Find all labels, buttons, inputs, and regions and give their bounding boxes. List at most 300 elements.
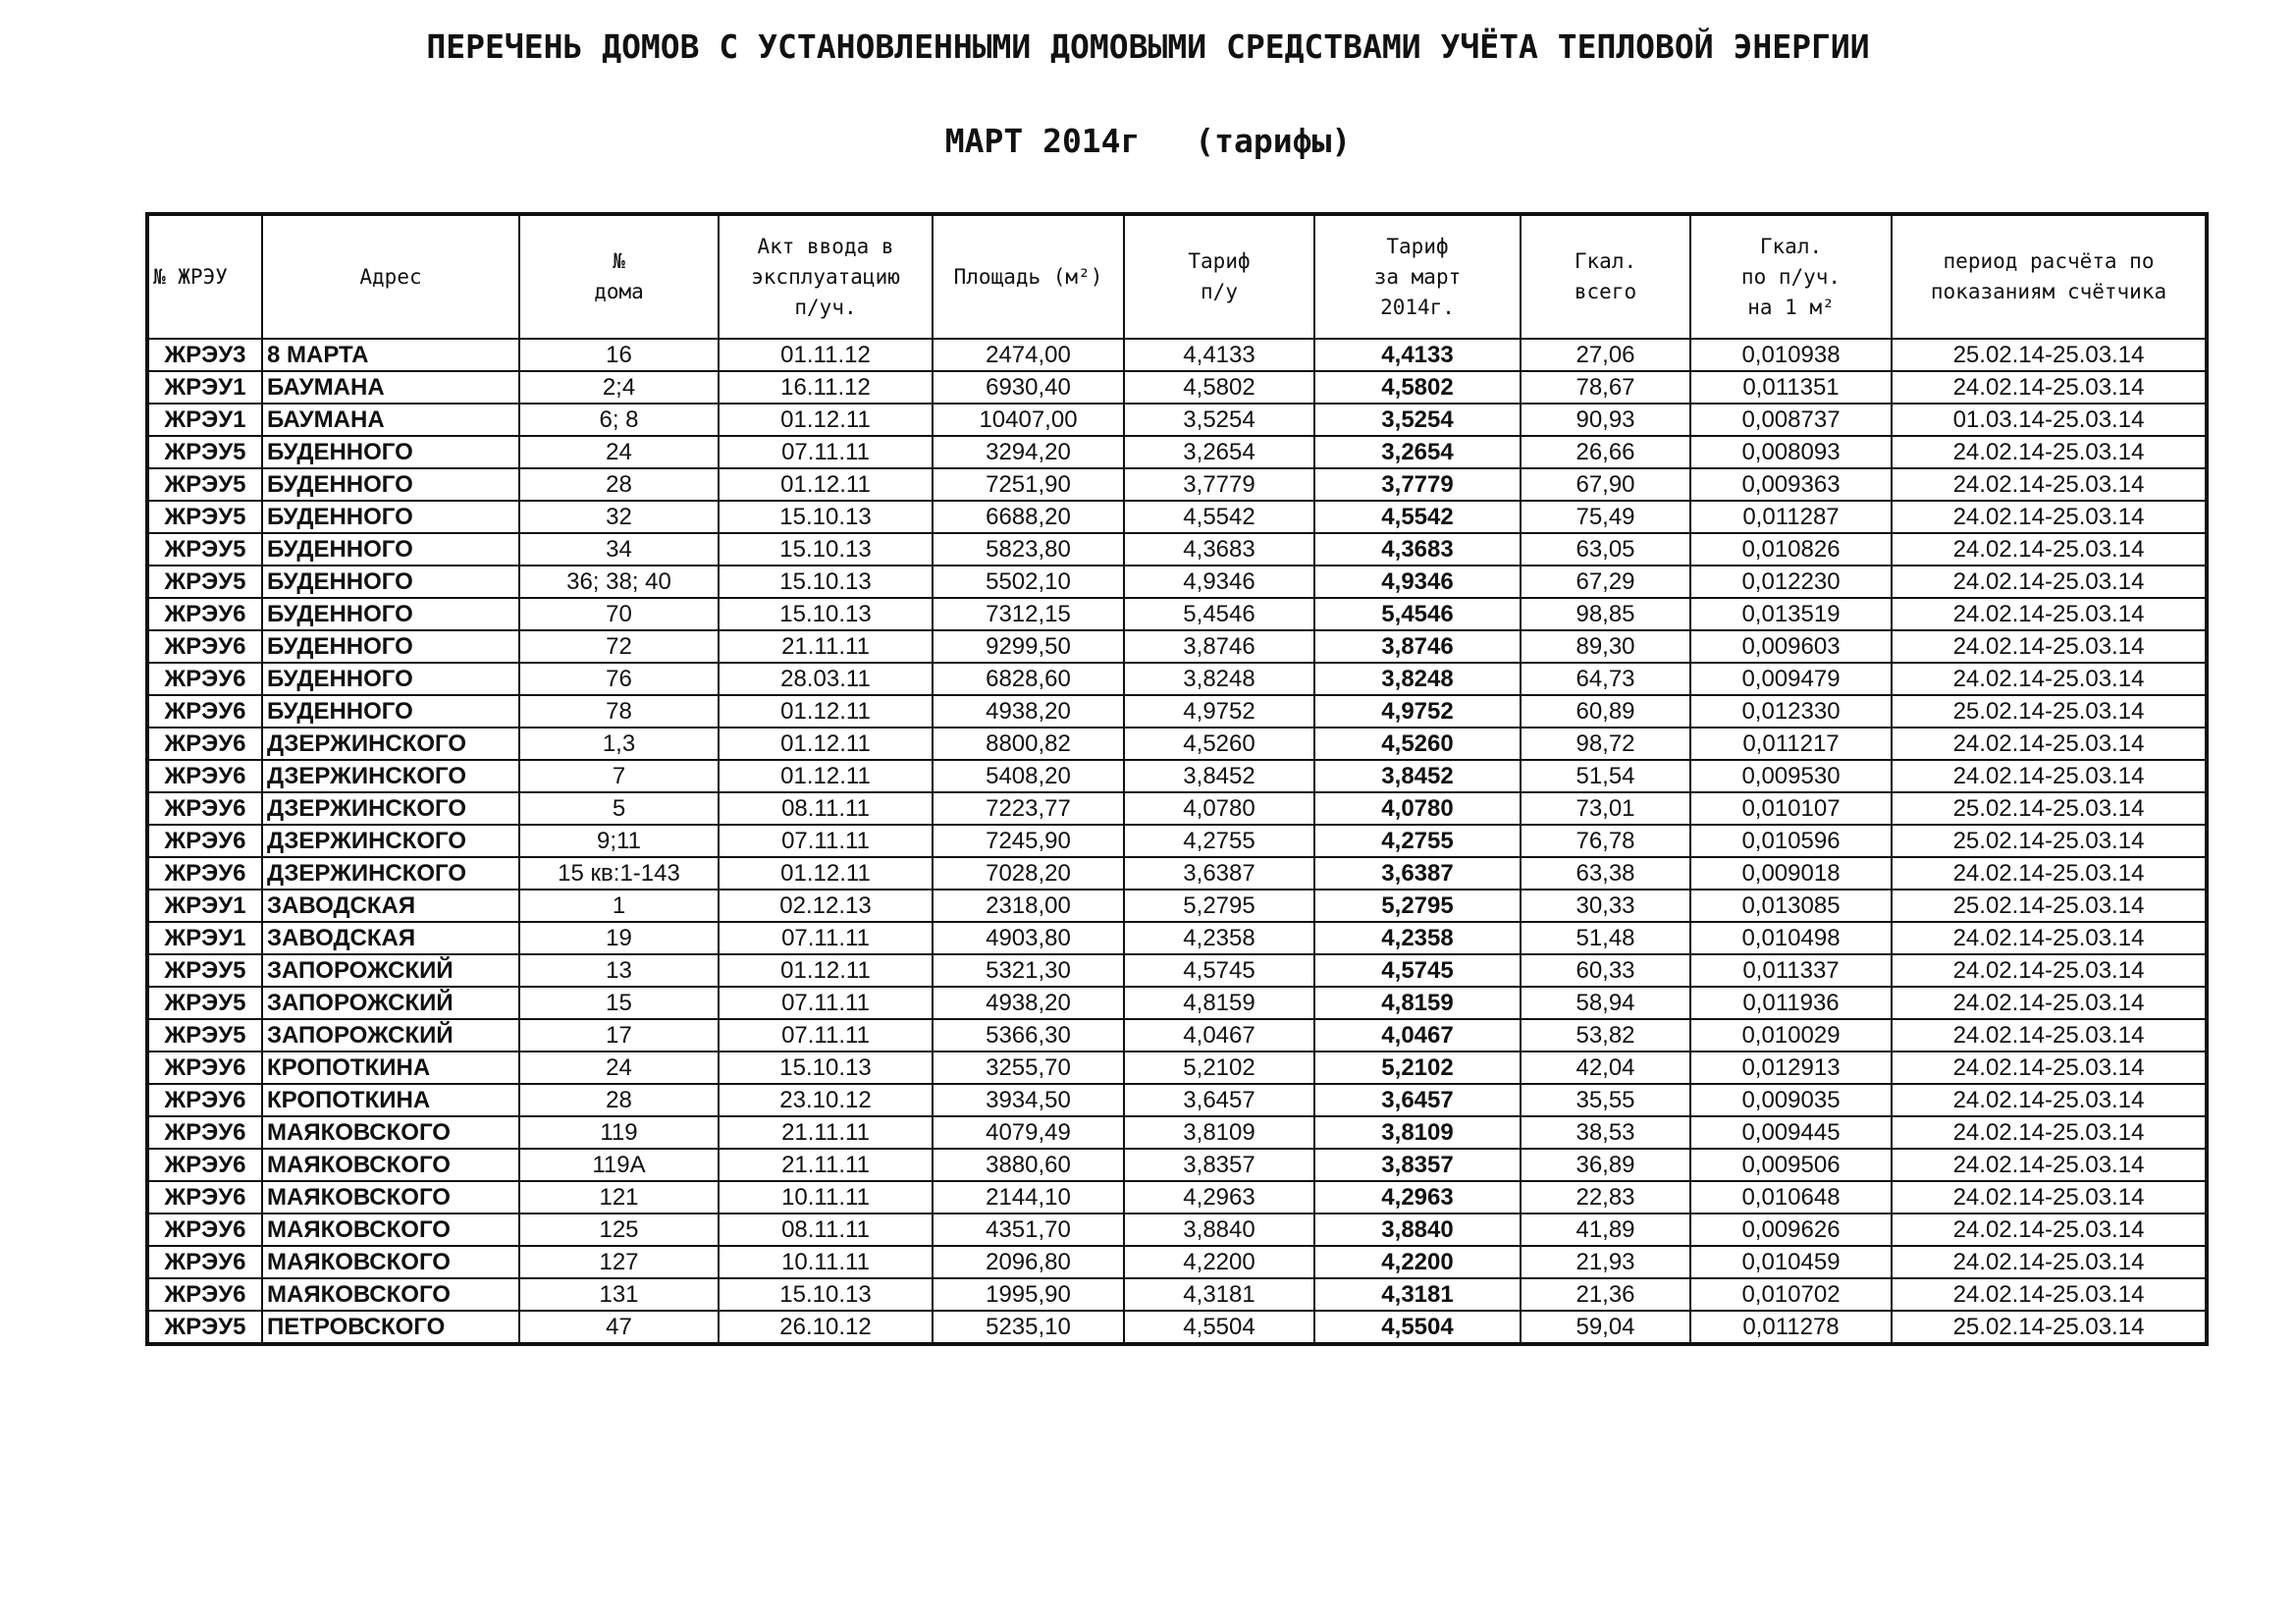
cell-address: БАУМАНА — [262, 371, 519, 404]
cell-area: 6828,60 — [933, 663, 1124, 695]
table-row — [147, 890, 2207, 922]
cell-area: 10407,00 — [933, 404, 1124, 436]
cell-tariff: 3,8840 — [1124, 1214, 1314, 1246]
cell-gcal-per-m2: 0,012230 — [1690, 566, 1892, 598]
cell-calc-period: 24.02.14-25.03.14 — [1892, 663, 2207, 695]
header-gcal-per-m2: Гкал. по п/уч. на 1 м² — [1690, 214, 1892, 339]
cell-area: 7251,90 — [933, 468, 1124, 501]
cell-tariff: 3,8357 — [1124, 1149, 1314, 1181]
cell-tariff-march: 4,5260 — [1314, 728, 1521, 760]
cell-tariff: 3,8248 — [1124, 663, 1314, 695]
cell-house: 119А — [519, 1149, 719, 1181]
cell-gcal-per-m2: 0,011278 — [1690, 1311, 1892, 1344]
cell-address: МАЯКОВСКОГО — [262, 1278, 519, 1311]
cell-act-date: 15.10.13 — [719, 501, 933, 533]
cell-calc-period: 25.02.14-25.03.14 — [1892, 890, 2207, 922]
cell-house: 1,3 — [519, 728, 719, 760]
table-row — [147, 1246, 2207, 1278]
cell-gcal-per-m2: 0,008737 — [1690, 404, 1892, 436]
cell-gcal-total: 78,67 — [1521, 371, 1690, 404]
cell-address: ЗАПОРОЖСКИЙ — [262, 1019, 519, 1052]
table-row — [147, 371, 2207, 404]
cell-house: 70 — [519, 598, 719, 630]
cell-zhreu: ЖРЭУ6 — [147, 857, 262, 890]
cell-tariff: 4,3181 — [1124, 1278, 1314, 1311]
cell-gcal-per-m2: 0,011351 — [1690, 371, 1892, 404]
cell-act-date: 01.12.11 — [719, 468, 933, 501]
cell-tariff-march: 3,7779 — [1314, 468, 1521, 501]
cell-act-date: 01.12.11 — [719, 954, 933, 987]
table-row — [147, 533, 2207, 566]
cell-gcal-total: 67,90 — [1521, 468, 1690, 501]
cell-zhreu: ЖРЭУ5 — [147, 436, 262, 468]
cell-calc-period: 24.02.14-25.03.14 — [1892, 1116, 2207, 1149]
cell-area: 4079,49 — [933, 1116, 1124, 1149]
cell-address: ЗАВОДСКАЯ — [262, 890, 519, 922]
cell-act-date: 02.12.13 — [719, 890, 933, 922]
cell-address: ЗАПОРОЖСКИЙ — [262, 987, 519, 1019]
cell-gcal-per-m2: 0,008093 — [1690, 436, 1892, 468]
header-commissioning-act: Акт ввода в эксплуатацию п/уч. — [719, 214, 933, 339]
cell-zhreu: ЖРЭУ5 — [147, 533, 262, 566]
table-row — [147, 566, 2207, 598]
table-row — [147, 1311, 2207, 1344]
cell-house: 9;11 — [519, 825, 719, 857]
table-row — [147, 1181, 2207, 1214]
cell-address: БУДЕННОГО — [262, 566, 519, 598]
cell-zhreu: ЖРЭУ5 — [147, 501, 262, 533]
cell-tariff: 4,9346 — [1124, 566, 1314, 598]
cell-house: 131 — [519, 1278, 719, 1311]
cell-gcal-per-m2: 0,010107 — [1690, 792, 1892, 825]
cell-house: 72 — [519, 630, 719, 663]
cell-area: 3294,20 — [933, 436, 1124, 468]
cell-house: 7 — [519, 760, 719, 792]
cell-area: 8800,82 — [933, 728, 1124, 760]
cell-tariff-march: 3,8746 — [1314, 630, 1521, 663]
cell-gcal-total: 89,30 — [1521, 630, 1690, 663]
table-row — [147, 468, 2207, 501]
cell-gcal-total: 21,36 — [1521, 1278, 1690, 1311]
cell-area: 5502,10 — [933, 566, 1124, 598]
cell-gcal-per-m2: 0,011936 — [1690, 987, 1892, 1019]
cell-calc-period: 25.02.14-25.03.14 — [1892, 339, 2207, 371]
cell-gcal-per-m2: 0,013085 — [1690, 890, 1892, 922]
cell-tariff: 4,5504 — [1124, 1311, 1314, 1344]
table-row — [147, 598, 2207, 630]
cell-tariff: 3,6387 — [1124, 857, 1314, 890]
cell-zhreu: ЖРЭУ1 — [147, 922, 262, 954]
cell-tariff: 4,4133 — [1124, 339, 1314, 371]
cell-calc-period: 24.02.14-25.03.14 — [1892, 501, 2207, 533]
cell-tariff: 4,5260 — [1124, 728, 1314, 760]
cell-tariff-march: 4,3181 — [1314, 1278, 1521, 1311]
cell-area: 5321,30 — [933, 954, 1124, 987]
cell-address: БУДЕННОГО — [262, 468, 519, 501]
cell-calc-period: 24.02.14-25.03.14 — [1892, 954, 2207, 987]
cell-gcal-per-m2: 0,010029 — [1690, 1019, 1892, 1052]
cell-zhreu: ЖРЭУ6 — [147, 792, 262, 825]
cell-tariff-march: 4,2755 — [1314, 825, 1521, 857]
cell-act-date: 15.10.13 — [719, 598, 933, 630]
table-row — [147, 857, 2207, 890]
cell-zhreu: ЖРЭУ6 — [147, 630, 262, 663]
cell-act-date: 07.11.11 — [719, 436, 933, 468]
header-address: Адрес — [262, 214, 519, 339]
header-area: Площадь (м²) — [933, 214, 1124, 339]
table-row — [147, 436, 2207, 468]
cell-calc-period: 24.02.14-25.03.14 — [1892, 1084, 2207, 1116]
cell-area: 4351,70 — [933, 1214, 1124, 1246]
header-calc-period: период расчёта по показаниям счётчика — [1892, 214, 2207, 339]
cell-address: КРОПОТКИНА — [262, 1084, 519, 1116]
cell-tariff-march: 4,5745 — [1314, 954, 1521, 987]
header-zhreu: № ЖРЭУ — [147, 214, 262, 339]
cell-calc-period: 24.02.14-25.03.14 — [1892, 533, 2207, 566]
cell-act-date: 07.11.11 — [719, 987, 933, 1019]
cell-tariff-march: 4,9346 — [1314, 566, 1521, 598]
cell-address: ДЗЕРЖИНСКОГО — [262, 825, 519, 857]
cell-area: 2474,00 — [933, 339, 1124, 371]
cell-area: 7223,77 — [933, 792, 1124, 825]
cell-address: БУДЕННОГО — [262, 695, 519, 728]
cell-calc-period: 24.02.14-25.03.14 — [1892, 436, 2207, 468]
cell-gcal-per-m2: 0,010596 — [1690, 825, 1892, 857]
cell-tariff: 3,6457 — [1124, 1084, 1314, 1116]
cell-gcal-per-m2: 0,010498 — [1690, 922, 1892, 954]
cell-zhreu: ЖРЭУ6 — [147, 1246, 262, 1278]
cell-gcal-total: 73,01 — [1521, 792, 1690, 825]
cell-tariff-march: 4,5504 — [1314, 1311, 1521, 1344]
cell-tariff: 4,5802 — [1124, 371, 1314, 404]
cell-tariff-march: 4,2358 — [1314, 922, 1521, 954]
cell-house: 15 — [519, 987, 719, 1019]
header-house-number: № дома — [519, 214, 719, 339]
cell-tariff-march: 3,2654 — [1314, 436, 1521, 468]
cell-calc-period: 24.02.14-25.03.14 — [1892, 1052, 2207, 1084]
cell-address: ДЗЕРЖИНСКОГО — [262, 760, 519, 792]
cell-gcal-total: 22,83 — [1521, 1181, 1690, 1214]
cell-act-date: 15.10.13 — [719, 1052, 933, 1084]
cell-calc-period: 24.02.14-25.03.14 — [1892, 1214, 2207, 1246]
cell-tariff: 4,2358 — [1124, 922, 1314, 954]
cell-act-date: 01.12.11 — [719, 404, 933, 436]
cell-calc-period: 24.02.14-25.03.14 — [1892, 922, 2207, 954]
cell-house: 2;4 — [519, 371, 719, 404]
cell-gcal-total: 26,66 — [1521, 436, 1690, 468]
cell-tariff: 4,8159 — [1124, 987, 1314, 1019]
cell-calc-period: 24.02.14-25.03.14 — [1892, 1149, 2207, 1181]
cell-address: БУДЕННОГО — [262, 630, 519, 663]
table-row — [147, 1214, 2207, 1246]
table-row — [147, 663, 2207, 695]
cell-house: 125 — [519, 1214, 719, 1246]
cell-area: 5235,10 — [933, 1311, 1124, 1344]
cell-tariff: 4,2755 — [1124, 825, 1314, 857]
cell-house: 5 — [519, 792, 719, 825]
cell-address: БУДЕННОГО — [262, 501, 519, 533]
cell-gcal-total: 64,73 — [1521, 663, 1690, 695]
table-row — [147, 404, 2207, 436]
cell-tariff-march: 4,2963 — [1314, 1181, 1521, 1214]
cell-act-date: 08.11.11 — [719, 792, 933, 825]
cell-tariff-march: 4,2200 — [1314, 1246, 1521, 1278]
report-month: МАРТ 2014г — [944, 122, 1141, 160]
cell-zhreu: ЖРЭУ6 — [147, 760, 262, 792]
cell-house: 19 — [519, 922, 719, 954]
cell-house: 15 кв:1-143 — [519, 857, 719, 890]
cell-tariff-march: 4,4133 — [1314, 339, 1521, 371]
cell-house: 47 — [519, 1311, 719, 1344]
table-row — [147, 728, 2207, 760]
cell-tariff-march: 4,9752 — [1314, 695, 1521, 728]
cell-tariff: 4,5542 — [1124, 501, 1314, 533]
cell-act-date: 08.11.11 — [719, 1214, 933, 1246]
cell-tariff: 3,2654 — [1124, 436, 1314, 468]
cell-house: 34 — [519, 533, 719, 566]
table-row — [147, 630, 2207, 663]
cell-gcal-per-m2: 0,011287 — [1690, 501, 1892, 533]
cell-tariff-march: 3,8840 — [1314, 1214, 1521, 1246]
cell-zhreu: ЖРЭУ5 — [147, 1311, 262, 1344]
cell-tariff: 3,8109 — [1124, 1116, 1314, 1149]
cell-act-date: 26.10.12 — [719, 1311, 933, 1344]
cell-act-date: 28.03.11 — [719, 663, 933, 695]
cell-calc-period: 25.02.14-25.03.14 — [1892, 825, 2207, 857]
cell-zhreu: ЖРЭУ5 — [147, 987, 262, 1019]
cell-act-date: 07.11.11 — [719, 825, 933, 857]
cell-act-date: 01.12.11 — [719, 695, 933, 728]
cell-house: 78 — [519, 695, 719, 728]
cell-tariff-march: 3,6457 — [1314, 1084, 1521, 1116]
cell-address: МАЯКОВСКОГО — [262, 1214, 519, 1246]
cell-calc-period: 24.02.14-25.03.14 — [1892, 987, 2207, 1019]
cell-zhreu: ЖРЭУ6 — [147, 1214, 262, 1246]
cell-gcal-per-m2: 0,009530 — [1690, 760, 1892, 792]
document-title: ПЕРЕЧЕНЬ ДОМОВ С УСТАНОВЛЕННЫМИ ДОМОВЫМИ СРЕДСТВАМИ УЧЁТА ТЕПЛОВОЙ ЭНЕРГИИ — [426, 27, 1870, 66]
cell-gcal-total: 63,38 — [1521, 857, 1690, 890]
cell-gcal-total: 35,55 — [1521, 1084, 1690, 1116]
cell-house: 24 — [519, 1052, 719, 1084]
cell-zhreu: ЖРЭУ6 — [147, 695, 262, 728]
cell-area: 1995,90 — [933, 1278, 1124, 1311]
cell-house: 32 — [519, 501, 719, 533]
cell-tariff: 4,0467 — [1124, 1019, 1314, 1052]
cell-zhreu: ЖРЭУ6 — [147, 1181, 262, 1214]
cell-act-date: 07.11.11 — [719, 1019, 933, 1052]
cell-gcal-total: 59,04 — [1521, 1311, 1690, 1344]
cell-gcal-per-m2: 0,010702 — [1690, 1278, 1892, 1311]
cell-gcal-per-m2: 0,010826 — [1690, 533, 1892, 566]
cell-tariff-march: 4,0467 — [1314, 1019, 1521, 1052]
cell-calc-period: 24.02.14-25.03.14 — [1892, 566, 2207, 598]
cell-tariff: 4,3683 — [1124, 533, 1314, 566]
table-row — [147, 1084, 2207, 1116]
cell-zhreu: ЖРЭУ5 — [147, 566, 262, 598]
cell-gcal-per-m2: 0,009035 — [1690, 1084, 1892, 1116]
table-row — [147, 1116, 2207, 1149]
cell-gcal-total: 41,89 — [1521, 1214, 1690, 1246]
cell-tariff: 3,8452 — [1124, 760, 1314, 792]
cell-tariff-march: 3,5254 — [1314, 404, 1521, 436]
cell-gcal-per-m2: 0,011337 — [1690, 954, 1892, 987]
cell-area: 7028,20 — [933, 857, 1124, 890]
cell-area: 2318,00 — [933, 890, 1124, 922]
cell-calc-period: 24.02.14-25.03.14 — [1892, 1181, 2207, 1214]
cell-house: 76 — [519, 663, 719, 695]
cell-address: МАЯКОВСКОГО — [262, 1181, 519, 1214]
cell-tariff: 4,2963 — [1124, 1181, 1314, 1214]
cell-calc-period: 01.03.14-25.03.14 — [1892, 404, 2207, 436]
cell-gcal-total: 30,33 — [1521, 890, 1690, 922]
cell-gcal-total: 63,05 — [1521, 533, 1690, 566]
table-row — [147, 1019, 2207, 1052]
cell-act-date: 16.11.12 — [719, 371, 933, 404]
cell-gcal-per-m2: 0,009479 — [1690, 663, 1892, 695]
cell-house: 17 — [519, 1019, 719, 1052]
cell-area: 9299,50 — [933, 630, 1124, 663]
document-subtitle — [0, 122, 2296, 160]
report-note: (тарифы) — [1195, 122, 1352, 160]
cell-area: 5366,30 — [933, 1019, 1124, 1052]
cell-house: 1 — [519, 890, 719, 922]
cell-address: БУДЕННОГО — [262, 436, 519, 468]
cell-address: МАЯКОВСКОГО — [262, 1246, 519, 1278]
cell-tariff: 3,8746 — [1124, 630, 1314, 663]
cell-gcal-per-m2: 0,010459 — [1690, 1246, 1892, 1278]
cell-address: ЗАПОРОЖСКИЙ — [262, 954, 519, 987]
table-row — [147, 922, 2207, 954]
cell-tariff: 4,2200 — [1124, 1246, 1314, 1278]
cell-gcal-per-m2: 0,009363 — [1690, 468, 1892, 501]
table-row — [147, 1278, 2207, 1311]
cell-tariff: 4,5745 — [1124, 954, 1314, 987]
cell-area: 5823,80 — [933, 533, 1124, 566]
cell-act-date: 15.10.13 — [719, 533, 933, 566]
cell-zhreu: ЖРЭУ6 — [147, 598, 262, 630]
cell-gcal-total: 60,33 — [1521, 954, 1690, 987]
cell-area: 2096,80 — [933, 1246, 1124, 1278]
cell-gcal-total: 21,93 — [1521, 1246, 1690, 1278]
cell-zhreu: ЖРЭУ1 — [147, 890, 262, 922]
cell-house: 36; 38; 40 — [519, 566, 719, 598]
cell-calc-period: 24.02.14-25.03.14 — [1892, 728, 2207, 760]
cell-address: КРОПОТКИНА — [262, 1052, 519, 1084]
cell-act-date: 10.11.11 — [719, 1246, 933, 1278]
table-row — [147, 339, 2207, 371]
cell-address: ЗАВОДСКАЯ — [262, 922, 519, 954]
cell-act-date: 21.11.11 — [719, 1149, 933, 1181]
table-row — [147, 501, 2207, 533]
cell-zhreu: ЖРЭУ6 — [147, 825, 262, 857]
cell-calc-period: 24.02.14-25.03.14 — [1892, 598, 2207, 630]
cell-act-date: 01.12.11 — [719, 857, 933, 890]
cell-area: 4938,20 — [933, 695, 1124, 728]
cell-gcal-per-m2: 0,010938 — [1690, 339, 1892, 371]
cell-tariff-march: 3,8109 — [1314, 1116, 1521, 1149]
cell-area: 5408,20 — [933, 760, 1124, 792]
cell-area: 3934,50 — [933, 1084, 1124, 1116]
cell-area: 7312,15 — [933, 598, 1124, 630]
cell-area: 7245,90 — [933, 825, 1124, 857]
cell-house: 28 — [519, 1084, 719, 1116]
cell-house: 28 — [519, 468, 719, 501]
cell-house: 13 — [519, 954, 719, 987]
cell-calc-period: 25.02.14-25.03.14 — [1892, 792, 2207, 825]
cell-area: 4938,20 — [933, 987, 1124, 1019]
cell-calc-period: 24.02.14-25.03.14 — [1892, 857, 2207, 890]
cell-gcal-total: 36,89 — [1521, 1149, 1690, 1181]
cell-area: 4903,80 — [933, 922, 1124, 954]
cell-gcal-total: 75,49 — [1521, 501, 1690, 533]
cell-area: 3880,60 — [933, 1149, 1124, 1181]
cell-gcal-total: 51,54 — [1521, 760, 1690, 792]
cell-act-date: 15.10.13 — [719, 1278, 933, 1311]
cell-address: ДЗЕРЖИНСКОГО — [262, 857, 519, 890]
cell-address: ДЗЕРЖИНСКОГО — [262, 792, 519, 825]
cell-calc-period: 25.02.14-25.03.14 — [1892, 695, 2207, 728]
cell-zhreu: ЖРЭУ3 — [147, 339, 262, 371]
cell-act-date: 01.11.12 — [719, 339, 933, 371]
cell-gcal-per-m2: 0,012913 — [1690, 1052, 1892, 1084]
cell-gcal-per-m2: 0,013519 — [1690, 598, 1892, 630]
cell-tariff: 4,0780 — [1124, 792, 1314, 825]
cell-gcal-per-m2: 0,009603 — [1690, 630, 1892, 663]
cell-tariff-march: 4,3683 — [1314, 533, 1521, 566]
table-header-row — [147, 214, 2207, 339]
cell-house: 127 — [519, 1246, 719, 1278]
cell-zhreu: ЖРЭУ6 — [147, 1052, 262, 1084]
cell-gcal-per-m2: 0,009445 — [1690, 1116, 1892, 1149]
cell-gcal-total: 98,85 — [1521, 598, 1690, 630]
cell-calc-period: 24.02.14-25.03.14 — [1892, 371, 2207, 404]
cell-address: БУДЕННОГО — [262, 598, 519, 630]
cell-act-date: 01.12.11 — [719, 728, 933, 760]
cell-tariff-march: 4,5802 — [1314, 371, 1521, 404]
cell-zhreu: ЖРЭУ6 — [147, 728, 262, 760]
cell-tariff: 5,4546 — [1124, 598, 1314, 630]
cell-gcal-total: 38,53 — [1521, 1116, 1690, 1149]
cell-address: МАЯКОВСКОГО — [262, 1149, 519, 1181]
cell-tariff-march: 4,5542 — [1314, 501, 1521, 533]
cell-gcal-per-m2: 0,009018 — [1690, 857, 1892, 890]
cell-tariff: 3,5254 — [1124, 404, 1314, 436]
cell-area: 6930,40 — [933, 371, 1124, 404]
header-gcal-total: Гкал. всего — [1521, 214, 1690, 339]
cell-zhreu: ЖРЭУ1 — [147, 371, 262, 404]
cell-tariff-march: 5,4546 — [1314, 598, 1521, 630]
cell-tariff: 3,7779 — [1124, 468, 1314, 501]
cell-calc-period: 24.02.14-25.03.14 — [1892, 630, 2207, 663]
cell-act-date: 23.10.12 — [719, 1084, 933, 1116]
houses-table — [145, 212, 2209, 1346]
cell-house: 119 — [519, 1116, 719, 1149]
cell-act-date: 01.12.11 — [719, 760, 933, 792]
cell-area: 6688,20 — [933, 501, 1124, 533]
cell-address: 8 МАРТА — [262, 339, 519, 371]
cell-zhreu: ЖРЭУ6 — [147, 663, 262, 695]
table-row — [147, 1149, 2207, 1181]
cell-calc-period: 24.02.14-25.03.14 — [1892, 1278, 2207, 1311]
cell-gcal-per-m2: 0,009626 — [1690, 1214, 1892, 1246]
cell-gcal-total: 58,94 — [1521, 987, 1690, 1019]
cell-gcal-per-m2: 0,011217 — [1690, 728, 1892, 760]
header-tariff: Тариф п/у — [1124, 214, 1314, 339]
cell-zhreu: ЖРЭУ6 — [147, 1084, 262, 1116]
cell-gcal-total: 76,78 — [1521, 825, 1690, 857]
cell-gcal-total: 42,04 — [1521, 1052, 1690, 1084]
table-row — [147, 825, 2207, 857]
